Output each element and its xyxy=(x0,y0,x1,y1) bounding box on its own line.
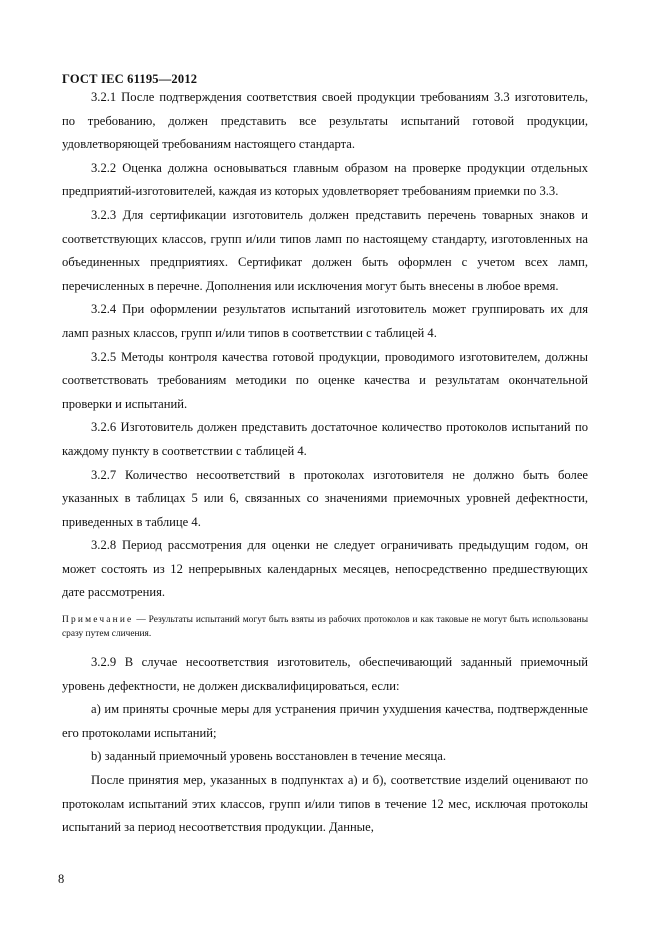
paragraph-3-2-1: 3.2.1 После подтверждения соответствия своей продукции требованиям 3.3 изготовитель, по требованию, должен представить все результаты испытаний готовой продукции, удовлетворяющей требованиям настоящего стандарта. xyxy=(62,90,588,152)
list-item-a: а) им приняты срочные меры для устранения причин ухудшения качества, подтвержденные его протоколами испытаний; xyxy=(62,702,588,740)
note xyxy=(62,613,588,641)
document-header: ГОСТ IEC 61195—2012 xyxy=(62,72,198,86)
paragraph-3-2-8: 3.2.8 Период рассмотрения для оценки не следует ограничивать предыдущим годом, он может состоять из 12 непрерывных календарных месяцев, непосредственно предшествующих дате рассмотрения. xyxy=(62,538,588,600)
paragraph-3-2-3: 3.2.3 Для сертификации изготовитель должен представить перечень товарных знаков и соответствующих классов, групп и/или типов ламп по настоящему стандарту, изготовленных на объединенных предприятиях. Сертификат должен быть оформлен с учетом всех ламп, перечисленных в перечне. Дополнения или исключения могут быть внесены в любое время. xyxy=(62,207,588,293)
note-label: Примечание xyxy=(62,615,134,626)
document-body xyxy=(62,86,588,840)
paragraph-3-2-4: 3.2.4 При оформлении результатов испытаний изготовитель может группировать их для ламп разных классов, групп и/или типов в соответствии с таблицей 4. xyxy=(62,302,588,340)
list-item-b: b) заданный приемочный уровень восстановлен в течение месяца. xyxy=(91,749,446,764)
paragraph-after-measures: После принятия мер, указанных в подпунктах а) и б), соответствие изделий оценивают по протоколам испытаний этих классов, групп и/или типов в течение 12 мес, исключая протоколы испытаний за период несоответствия продукции. Данные, xyxy=(62,773,588,835)
note-text: — Результаты испытаний могут быть взяты из рабочих протоколов и как таковые не могут быть использованы сразу путем сличения. xyxy=(62,615,588,640)
paragraph-3-2-2: 3.2.2 Оценка должна основываться главным образом на проверке продукции отдельных предприятий-изготовителей, каждая из которых удовлетворяет требованиям приемки по 3.3. xyxy=(62,160,588,199)
paragraph-3-2-7: 3.2.7 Количество несоответствий в протоколах изготовителя не должно быть более указанных в таблицах 5 или 6, связанных со значениями приемочных уровней дефектности, приведенных в таблице 4. xyxy=(62,467,588,529)
paragraph-3-2-5: 3.2.5 Методы контроля качества готовой продукции, проводимого изготовителем, должны соответствовать требованиям методики по оценке качества и результатам окончательной проверки и испытаний. xyxy=(62,349,588,411)
page-number: 8 xyxy=(58,872,65,886)
paragraph-3-2-6: 3.2.6 Изготовитель должен представить достаточное количество протоколов испытаний по каждому пункту в соответствии с таблицей 4. xyxy=(62,420,588,458)
paragraph-3-2-9: 3.2.9 В случае несоответствия изготовитель, обеспечивающий заданный приемочный уровень дефектности, не должен дисквалифицироваться, если: xyxy=(62,655,588,693)
